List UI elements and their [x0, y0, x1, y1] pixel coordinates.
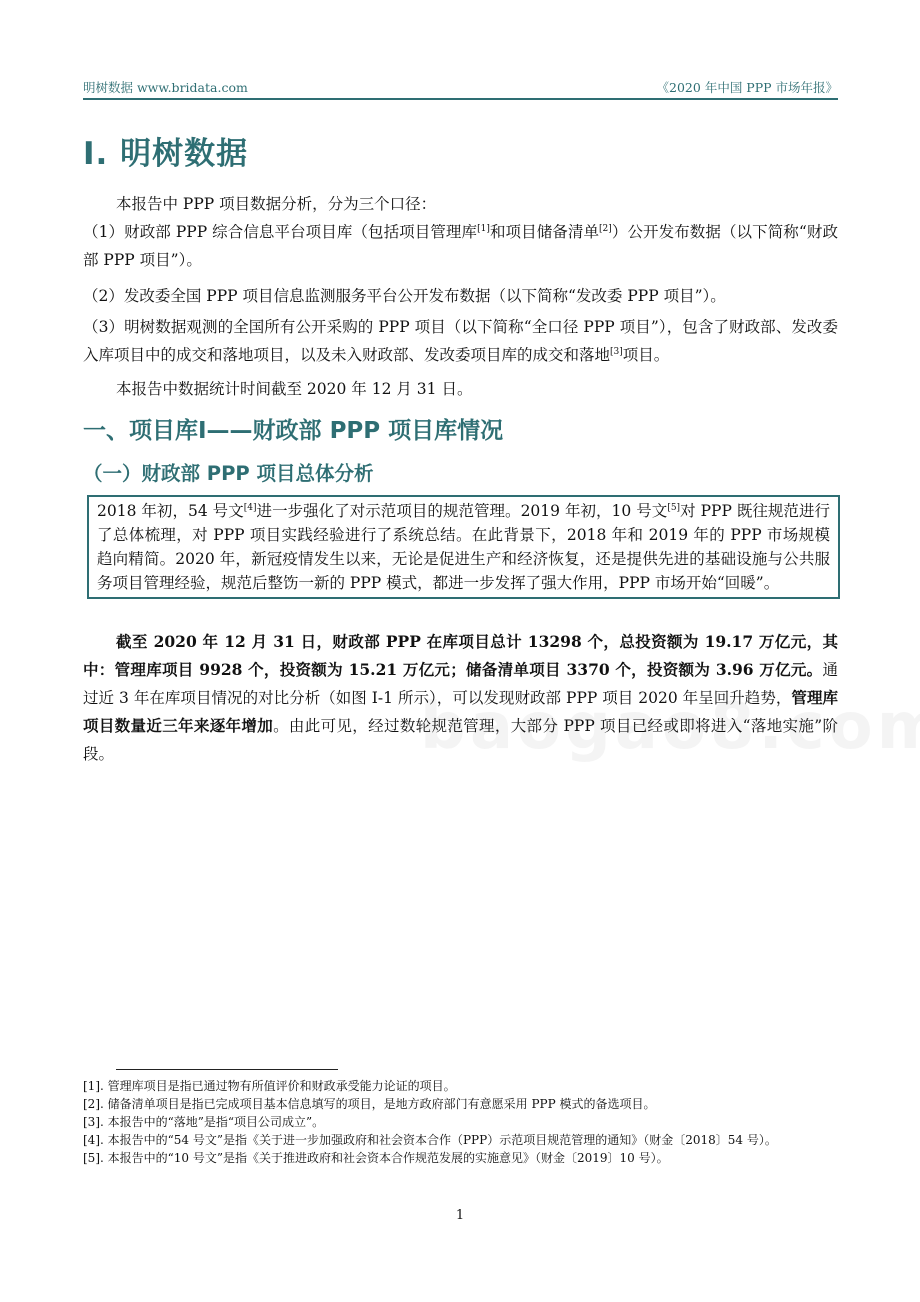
analysis-text-1: 通过近 3 年在库项目情况的对比分析（如图 I-1 所示），可以发现财政部 PPP 项目 2020 年呈回升趋势， [83, 661, 838, 707]
analysis-bold-1: 截至 2020 年 12 月 31 日，财政部 PPP 在库项目总计 13298 个，总投资额为 19.17 万亿元，其中：管理库项目 9928 个，投资额为 15.21 万亿元；储备清单项目 3370 个，投资额为 3.96 万亿元。 [83, 632, 838, 679]
footnote-divider [116, 1069, 338, 1070]
intro-paragraph-4 [83, 313, 838, 369]
intro-paragraph-2 [83, 218, 838, 274]
analysis-text-2: 。由此可见，经过数轮规范管理，大部分 PPP 项目已经或即将进入“落地实施”阶段。 [83, 717, 838, 763]
watermark [420, 690, 920, 764]
intro-p2-text-a: （1）财政部 PPP 综合信息平台项目库（包括项目管理库 [83, 223, 478, 241]
footnote-4: [4]. 本报告中的“54 号文”是指《关于进一步加强政府和社会资本合作（PPP）示范项目规范管理的通知》（财金〔2018〕54 号）。 [83, 1133, 777, 1147]
summary-box [87, 495, 840, 599]
footnote-2: [2]. 储备清单项目是指已完成项目基本信息填写的项目，是地方政府部门有意愿采用 PPP 模式的备选项目。 [83, 1097, 656, 1111]
summary-text-c: 对 PPP 既往规范进行了总体梳理，对 PPP 项目实践经验进行了系统总结。在此背景下，2018 年和 2019 年的 PPP 市场规模趋向精简。2020 年，新冠疫情发生以来，无论是促进生产和经济恢复，还是提供先进的基础设施与公共服务项目管理经验，规范后整饬一新的 PPP 模式，都进一步发挥了强大作用，PPP 市场开始“回暖”。 [97, 502, 830, 592]
intro-p4-text-b: 项目。 [622, 346, 670, 364]
footnote-3: [3]. 本报告中的“落地”是指“项目公司成立”。 [83, 1115, 325, 1129]
section-heading: 一、项目库I——财政部 PPP 项目库情况 [83, 418, 504, 444]
header-right-text: 《2020 年中国 PPP 市场年报》 [656, 80, 838, 95]
footnote-ref-3[interactable]: [3] [610, 347, 623, 357]
summary-text-a: 2018 年初，54 号文 [97, 502, 244, 520]
analysis-bold-2: 管理库项目数量近三年来逐年增加 [83, 688, 838, 735]
footnote-ref-1[interactable]: [1] [477, 224, 490, 234]
footnote-ref-4[interactable]: [4] [243, 503, 257, 513]
intro-paragraph-1: 本报告中 PPP 项目数据分析，分为三个口径： [116, 195, 437, 213]
page-header [83, 74, 838, 100]
page-number: 1 [455, 1208, 465, 1223]
intro-paragraph-5: 本报告中数据统计时间截至 2020 年 12 月 31 日。 [116, 380, 473, 398]
header-left-text: 明树数据 www.bridata.com [83, 80, 248, 95]
footnote-1: [1]. 管理库项目是指已通过物有所值评价和财政承受能力论证的项目。 [83, 1079, 456, 1093]
footnote-ref-5[interactable]: [5] [667, 503, 681, 513]
intro-paragraph-3: （2）发改委全国 PPP 项目信息监测服务平台公开发布数据（以下简称“发改委 PPP 项目”）。 [83, 287, 726, 305]
footnotes [83, 1077, 838, 1167]
footnote-5: [5]. 本报告中的“10 号文”是指《关于推进政府和社会资本合作规范发展的实施意见》（财金〔2019〕10 号）。 [83, 1151, 669, 1165]
intro-p2-text-b: 和项目储备清单 [489, 223, 600, 241]
intro-p4-text-a: （3）明树数据观测的全国所有公开采购的 PPP 项目（以下简称“全口径 PPP 项目”），包含了财政部、发改委入库项目中的成交和落地项目，以及未入财政部、发改委项目库的成交和落地 [83, 318, 838, 364]
summary-text-b: 进一步强化了对示范项目的规范管理。2019 年初，10 号文 [256, 502, 668, 520]
intro-p2-text-c: ）公开发布数据（以下简称“财政部 PPP 项目”）。 [83, 223, 838, 269]
page-title: I. 明树数据 [83, 136, 249, 172]
subsection-heading: （一）财政部 PPP 项目总体分析 [83, 462, 374, 485]
footnote-ref-2[interactable]: [2] [599, 224, 612, 234]
